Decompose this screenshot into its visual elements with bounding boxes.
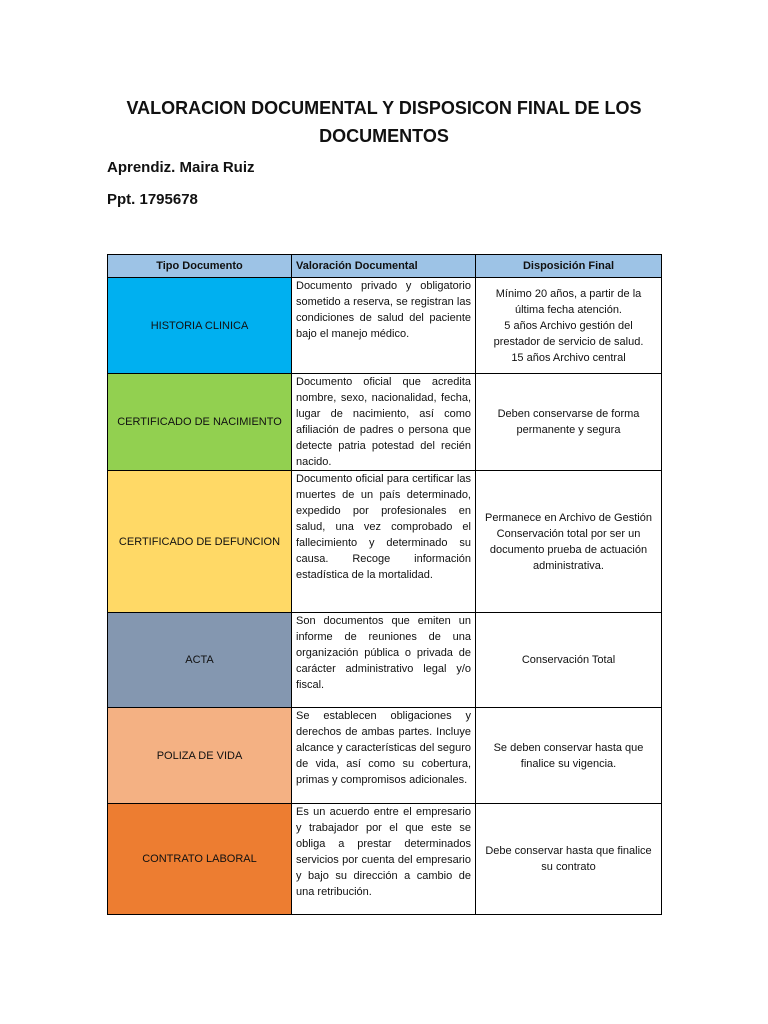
header-disposicion-final: Disposición Final [476,255,662,278]
cell-tipo: CERTIFICADO DE NACIMIENTO [108,374,292,471]
table-header-row [108,255,662,278]
cell-disposicion: Se deben conservar hasta que finalice su vigencia. [476,708,662,804]
table-row [108,613,662,708]
table-row [108,804,662,915]
author-name: Aprendiz. Maira Ruiz [107,159,255,176]
document-table [107,254,662,915]
header-tipo-documento: Tipo Documento [108,255,292,278]
cell-disposicion: Debe conservar hasta que finalice su contrato [476,804,662,915]
cell-valoracion: Documento privado y obligatorio sometido a reserva, se registran las condiciones de salud del paciente bajo el manejo médico. [292,278,476,374]
table-row [108,374,662,471]
cell-valoracion: Documento oficial para certificar las muertes de un país determinado, expedido por profesionales en salud, una vez comprobado el fallecimiento y determinado su causa. Recoge información estadística de la mortalidad. [292,471,476,613]
ppt-number: Ppt. 1795678 [107,191,198,208]
cell-valoracion: Se establecen obligaciones y derechos de ambas partes. Incluye alcance y características del seguro de vida, así como su cobertura, primas y compromisos adicionales. [292,708,476,804]
cell-tipo: CONTRATO LABORAL [108,804,292,915]
cell-disposicion: Mínimo 20 años, a partir de la última fecha atención. 5 años Archivo gestión del prestador de servicio de salud. 15 años Archivo central [476,278,662,374]
cell-disposicion: Deben conservarse de forma permanente y segura [476,374,662,471]
cell-tipo: CERTIFICADO DE DEFUNCION [108,471,292,613]
document-title: VALORACION DOCUMENTAL Y DISPOSICON FINAL DE LOS DOCUMENTOS [126,98,642,146]
cell-valoracion: Es un acuerdo entre el empresario y trabajador por el que este se obliga a prestar determinados servicios por cuenta del empresario y bajo su dirección a cambio de una retribución. [292,804,476,915]
table-row [108,471,662,613]
cell-disposicion: Permanece en Archivo de Gestión Conservación total por ser un documento prueba de actuación administrativa. [476,471,662,613]
header-valoracion-documental: Valoración Documental [292,255,476,278]
cell-valoracion: Son documentos que emiten un informe de reuniones de una organización pública o privada de carácter administrativo legal y/o fiscal. [292,613,476,708]
table-row [108,278,662,374]
cell-tipo: POLIZA DE VIDA [108,708,292,804]
cell-tipo: ACTA [108,613,292,708]
cell-tipo: HISTORIA CLINICA [108,278,292,374]
cell-disposicion: Conservación Total [476,613,662,708]
cell-valoracion: Documento oficial que acredita nombre, sexo, nacionalidad, fecha, lugar de nacimiento, así como afiliación de padres o persona que detecte patria potestad del recién nacido. [292,374,476,471]
table-row [108,708,662,804]
